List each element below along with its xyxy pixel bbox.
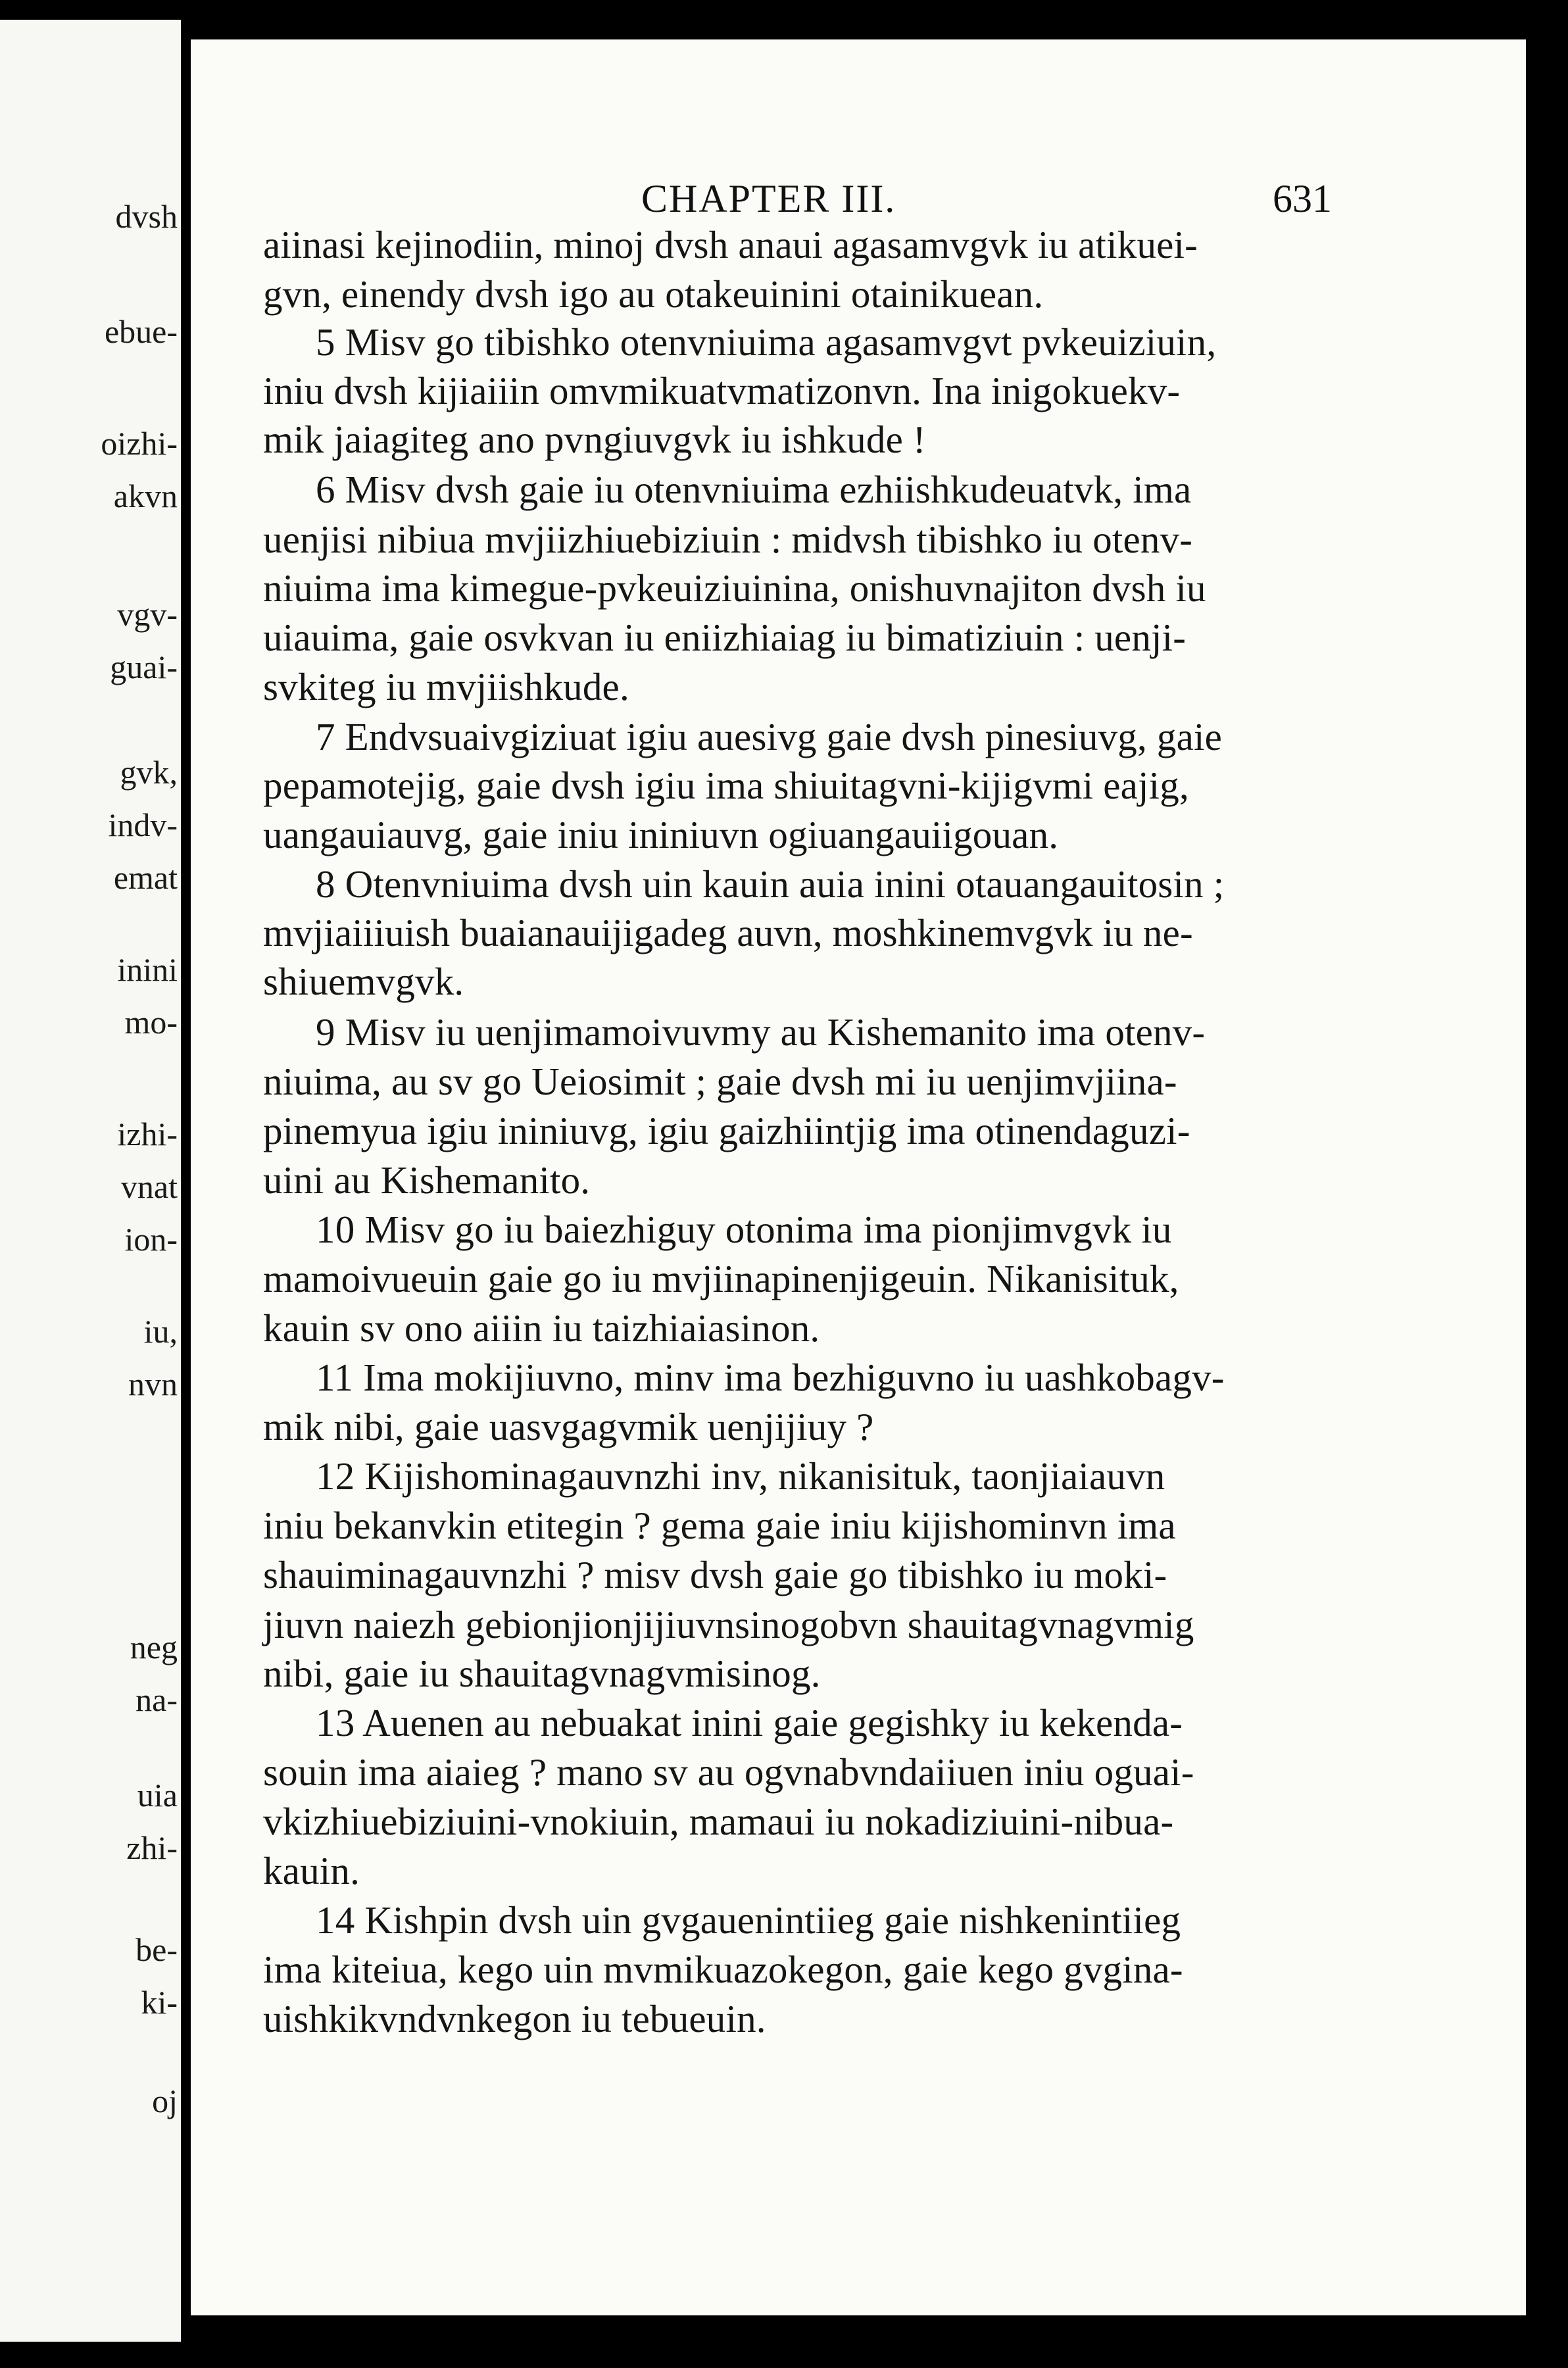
text-line: gvn, einendy dvsh igo au otakeuinini otainikuean. xyxy=(263,272,1044,316)
text-line: souin ima aiaieg ? mano sv au ogvnabvndaiiuen iniu oguai- xyxy=(263,1750,1194,1794)
facing-page-fragment: inini xyxy=(117,951,178,988)
text-line: 5 Misv go tibishko otenvniuima agasamvgvt pvkeuiziuin, xyxy=(316,320,1217,364)
text-line: iniu bekanvkin etitegin ? gema gaie iniu kijishominvn ima xyxy=(263,1504,1176,1547)
text-line: 6 Misv dvsh gaie iu otenvniuima ezhiishkudeuatvk, ima xyxy=(316,468,1192,511)
text-line: 9 Misv iu uenjimamoivuvmy au Kishemanito ima otenv- xyxy=(316,1010,1206,1054)
text-line: uishkikvndvnkegon iu tebueuin. xyxy=(263,1997,766,2040)
text-line: nibi, gaie iu shauitagvnagvmisinog. xyxy=(263,1652,821,1695)
facing-page-fragment: oizhi- xyxy=(101,425,178,462)
text-line: pinemyua igiu ininiuvg, igiu gaizhiintjig ima otinendaguzi- xyxy=(263,1109,1190,1152)
facing-page-fragment: indv- xyxy=(108,806,178,843)
text-line: iniu dvsh kijiaiiin omvmikuatvmatizonvn. Ina inigokuekv- xyxy=(263,369,1181,412)
text-line: 10 Misv go iu baiezhiguy otonima ima pionjimvgvk iu xyxy=(316,1208,1172,1251)
text-line: niuima, au sv go Ueiosimit ; gaie dvsh mi iu uenjimvjiina- xyxy=(263,1060,1177,1103)
text-line: pepamotejig, gaie dvsh igiu ima shiuitagvni-kijigvmi eajig, xyxy=(263,764,1189,807)
text-line: 13 Auenen au nebuakat inini gaie gegishky iu kekenda- xyxy=(316,1701,1183,1744)
text-line: uangauiauvg, gaie iniu ininiuvn ogiuangauiigouan. xyxy=(263,813,1059,856)
facing-page-fragment: vgv- xyxy=(117,596,178,633)
text-line: 12 Kijishominagauvnzhi inv, nikanisituk, taonjiaiauvn xyxy=(316,1454,1165,1498)
text-line: 14 Kishpin dvsh uin gvgauenintiieg gaie nishkenintiieg xyxy=(316,1898,1181,1942)
text-line: uini au Kishemanito. xyxy=(263,1158,591,1202)
text-line: kauin sv ono aiiin iu taizhiaiasinon. xyxy=(263,1306,820,1350)
facing-page-fragment: dvsh xyxy=(115,198,178,235)
text-line: niuima ima kimegue-pvkeuiziuinina, onishuvnajiton dvsh iu xyxy=(263,566,1206,610)
facing-page-fragment: be- xyxy=(135,1931,178,1968)
text-line: aiinasi kejinodiin, minoj dvsh anaui agasamvgvk iu atikuei- xyxy=(263,223,1198,266)
facing-page-fragment: emat xyxy=(113,859,178,896)
text-line: 7 Endvsuaivgiziuat igiu auesivg gaie dvsh pinesiuvg, gaie xyxy=(316,715,1222,758)
facing-page-fragment: ion- xyxy=(124,1221,178,1258)
text-line: mamoivueuin gaie go iu mvjiinapinenjigeuin. Nikanisituk, xyxy=(263,1257,1179,1300)
facing-page-fragment: vnat xyxy=(120,1168,178,1205)
facing-page-fragment: mo- xyxy=(124,1004,178,1041)
facing-page-fragment: na- xyxy=(135,1681,178,1718)
facing-page-fragment: izhi- xyxy=(117,1116,178,1152)
text-line: vkizhiuebiziuini-vnokiuin, mamaui iu nokadiziuini-nibua- xyxy=(263,1800,1174,1843)
text-line: uenjisi nibiua mvjiizhiuebiziuin : midvsh tibishko iu otenv- xyxy=(263,518,1193,561)
facing-page-fragment: uia xyxy=(137,1777,178,1813)
text-line: uiauima, gaie osvkvan iu eniizhiaiag iu bimatiziuin : uenji- xyxy=(263,616,1187,659)
facing-page-fragment: neg xyxy=(130,1629,178,1665)
facing-page-fragment: iu, xyxy=(143,1313,178,1350)
facing-page-fragment: ki- xyxy=(141,1984,178,2021)
facing-page-fragment: zhi- xyxy=(126,1829,178,1866)
facing-page-fragment: guai- xyxy=(110,649,178,685)
facing-page-fragment: ebue- xyxy=(104,313,178,350)
text-line: kauin. xyxy=(263,1849,360,1892)
text-line: 11 Ima mokijiuvno, minv ima bezhiguvno iu uashkobagv- xyxy=(316,1356,1225,1399)
text-line: jiuvn naiezh gebionjionjijiuvnsinogobvn shauitagvnagvmig xyxy=(263,1603,1194,1646)
facing-page-fragment: nvn xyxy=(128,1366,178,1402)
facing-page-fragment: gvk, xyxy=(120,754,178,791)
text-line: svkiteg iu mvjiishkude. xyxy=(263,665,629,708)
facing-page-edge xyxy=(0,20,181,2342)
text-line: mik jaiagiteg ano pvngiuvgvk iu ishkude ! xyxy=(263,418,926,461)
facing-page-fragment: oj xyxy=(152,2083,178,2119)
running-head: CHAPTER III. xyxy=(641,177,896,220)
page-number: 631 xyxy=(1273,177,1332,220)
text-line: shauiminagauvnzhi ? misv dvsh gaie go tibishko iu moki- xyxy=(263,1553,1167,1596)
text-line: mvjiaiiiuish buaianauijigadeg auvn, moshkinemvgvk iu ne- xyxy=(263,911,1193,954)
facing-page-fragment: akvn xyxy=(113,478,178,514)
text-line: shiuemvgvk. xyxy=(263,960,464,1003)
text-line: ima kiteiua, kego uin mvmikuazokegon, gaie kego gvgina- xyxy=(263,1948,1183,1991)
text-line: mik nibi, gaie uasvgagvmik uenjijiuy ? xyxy=(263,1405,874,1448)
text-line: 8 Otenvniuima dvsh uin kauin auia inini otauangauitosin ; xyxy=(316,862,1225,906)
